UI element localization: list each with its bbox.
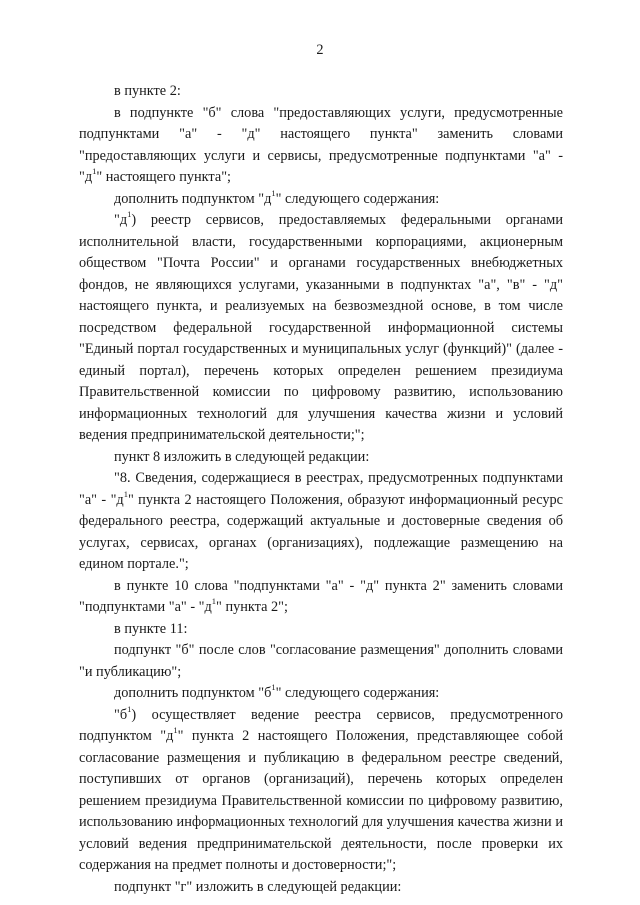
paragraph: в пункте 2: bbox=[114, 83, 181, 99]
paragraph: пункт 8 изложить в следующей редакции: bbox=[114, 448, 370, 465]
paragraph: "$д^1$) реестр сервисов, предоставляемых федеральными органами исполнительной власти, государственными корпорациями, акционерным обществом "Почта России" и органами государственных внебюджетных фондов, не являющихся услугами, указанными в подпунктах "а", "в" - "д" настоящего пункта, и реализуемых на безвозмездной основе, в том числе посредством федеральной государственной информационной системы "Единый портал государственных и муниципальных услуг (функций)" (далее - единый портал), перечень которых определен решением президиума Правительственной комиссии по цифровому развитию, использованию информационных технологий для улучшения качества жизни и условий ведения предпринимательской деятельности;"; bbox=[79, 209, 563, 443]
paragraph: подпункт "б" после слов "согласование размещения" дополнить словами "и публикацию"; bbox=[79, 642, 563, 680]
paragraph: дополнить подпунктом "$д^1$" следующего содержания: bbox=[114, 187, 440, 207]
page-number: 2 bbox=[316, 42, 324, 58]
paragraph: "8. Сведения, содержащиеся в реестрах, предусмотренных подпунктами "а" - "$д^1$" пункта 2 настоящего Положения, образуют информационный ресурс федерального реестра, содержащий актуальные и достоверные сведения об услугах, сервисах, органах (организациях), подлежащие размещению на едином портале."; bbox=[79, 470, 563, 572]
paragraph: в подпункте "б" слова "предоставляющих услуги, предусмотренные подпунктами "а" - "д" настоящего пункта" заменить словами "предоставляющих услуги и сервисы, предусмотренные подпунктами "а" - "$д^1$" настоящего пункта"; bbox=[79, 104, 563, 185]
paragraph: в пункте 11: bbox=[114, 620, 188, 637]
paragraph: подпункт "г" изложить в следующей редакции: bbox=[114, 878, 402, 895]
document-body bbox=[79, 81, 563, 898]
paragraph: дополнить подпунктом "$б^1$" следующего содержания: bbox=[114, 682, 440, 701]
paragraph: "$б^1$) осуществляет ведение реестра сервисов, предусмотренного подпунктом "$д^1$" пункта 2 настоящего Положения, представляющее собой согласование размещения и публикацию в федеральном реестре сведений, поступивших от органов (организаций), перечень которых определен решением президиума Правительственной комиссии по цифровому развитию, использованию информационных технологий для улучшения качества жизни и условий ведения предпринимательской деятельности, после проверки их содержания на предмет полноты и достоверности;"; bbox=[79, 703, 563, 873]
paragraph: в пункте 10 слова "подпунктами "а" - "д" пункта 2" заменить словами "подпунктами "а" - "$д^1$" пункта 2"; bbox=[79, 577, 563, 615]
